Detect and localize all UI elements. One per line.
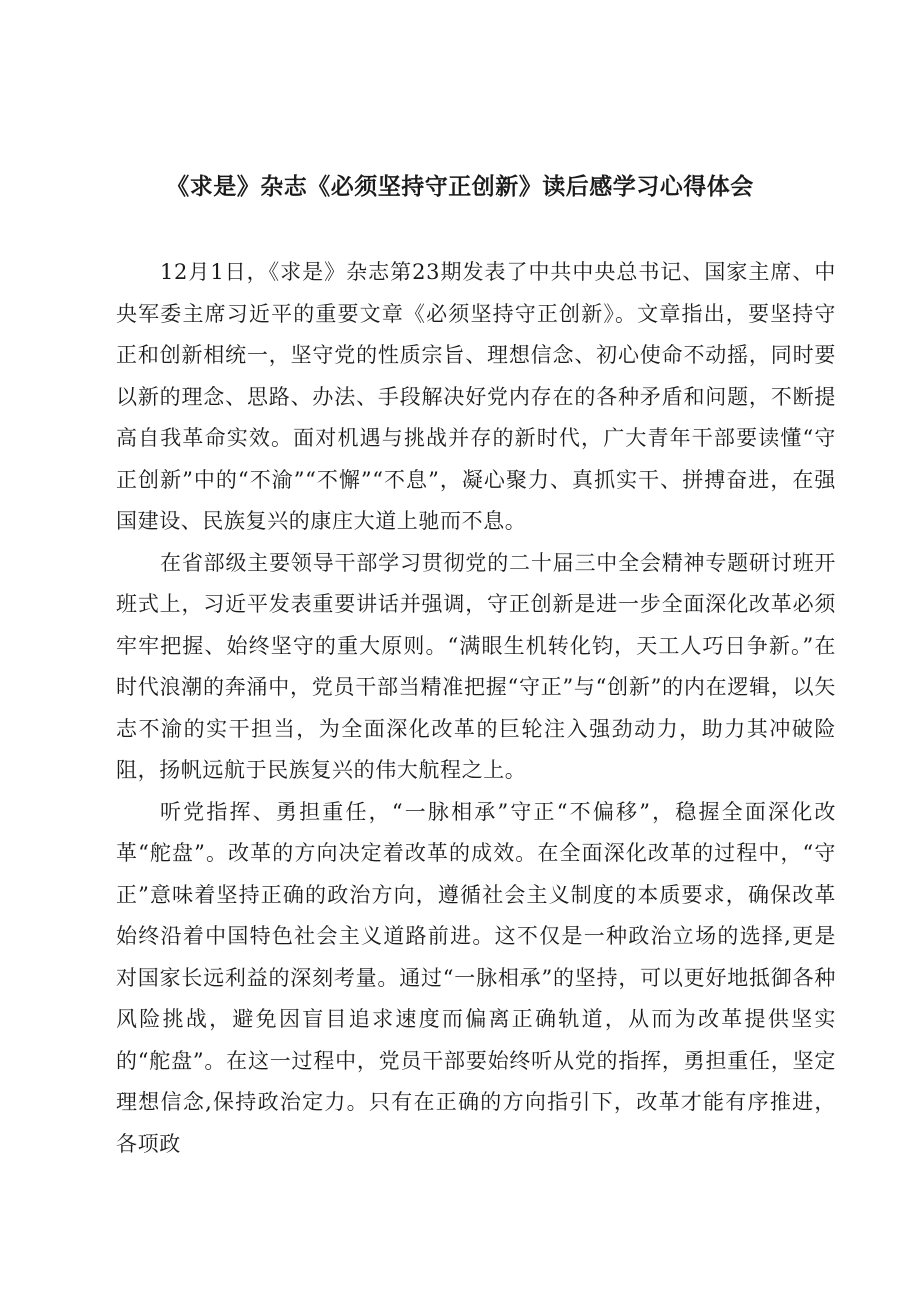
document-title: 《求是》杂志《必须坚持守正创新》读后感学习心得体会 (166, 174, 754, 200)
document-body (116, 252, 836, 1165)
paragraph-1: 12月1日，《求是》杂志第23期发表了中共中央总书记、国家主席、中央军委主席习近平的重要文章《必须坚持守正创新》。文章指出，要坚持守正和创新相统一，坚守党的性质宗旨、理想信念、初心使命不动摇，同时要以新的理念、思路、办法、手段解决好党内存在的各种矛盾和问题，不断提高自我革命实效。面对机遇与挑战并存的新时代，广大青年干部要读懂“守正创新”中的“不渝”“不懈”“不息”，凝心聚力、真抓实干、拼搏奋进，在强国建设、民族复兴的康庄大道上驰而不息。 (116, 260, 836, 533)
paragraph-3: 听党指挥、勇担重任，“一脉相承”守正“不偏移”，稳握全面深化改革“舵盘”。改革的方向决定着改革的成效。在全面深化改革的过程中，“守正”意味着坚持正确的政治方向，遵循社会主义制度的本质要求，确保改革始终沿着中国特色社会主义道路前进。这不仅是一种政治立场的选择,更是对国家长远利益的深刻考量。通过“一脉相承”的坚持，可以更好地抵御各种风险挑战，避免因盲目追求速度而偏离正确轨道，从而为改革提供坚实的“舵盘”。在这一过程中，党员干部要始终听从党的指挥，勇担重任，坚定理想信念,保持政治定力。只有在正确的方向指引下，改革才能有序推进，各项政 (116, 799, 836, 1156)
paragraph-2: 在省部级主要领导干部学习贯彻党的二十届三中全会精神专题研讨班开班式上，习近平发表重要讲话并强调，守正创新是进一步全面深化改革必须牢牢把握、始终坚守的重大原则。“满眼生机转化钧，天工人巧日争新。”在时代浪潮的奔涌中，党员干部当精准把握“守正”与“创新”的内在逻辑，以矢志不渝的实干担当，为全面深化改革的巨轮注入强劲动力，助力其冲破险阻，扬帆远航于民族复兴的伟大航程之上。 (116, 550, 836, 782)
